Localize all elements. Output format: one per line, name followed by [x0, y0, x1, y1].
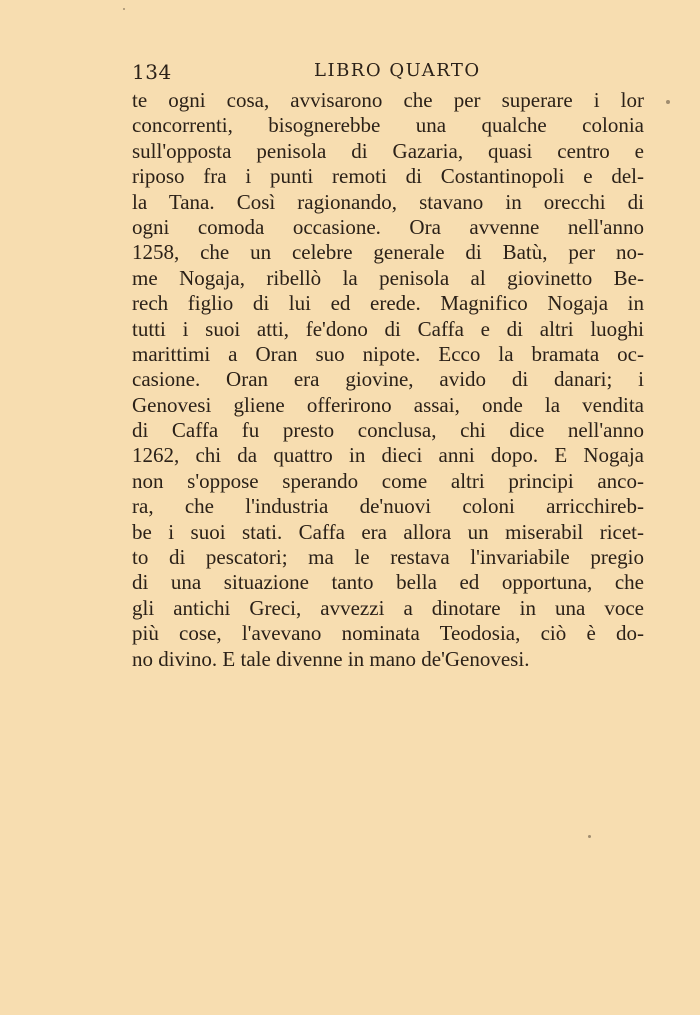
- print-speck: [588, 835, 591, 838]
- text-line: di una situazione tanto bella ed opportuna, che: [132, 570, 644, 595]
- text-line: te ogni cosa, avvisarono che per superare i lor: [132, 88, 644, 112]
- text-line: di Caffa fu presto conclusa, chi dice nell'anno: [132, 418, 644, 443]
- text-line-last: no divino. E tale divenne in mano de'Genovesi.: [132, 646, 530, 671]
- text-line: più cose, l'avevano nominata Teodosia, ciò è do-: [132, 621, 644, 646]
- text-line: ra, che l'industria de'nuovi coloni arricchireb-: [132, 494, 644, 519]
- page-header: [132, 60, 642, 90]
- body-text: [132, 88, 644, 672]
- page-number: 134: [132, 60, 172, 84]
- text-line: casione. Oran era giovine, avido di danari; i: [132, 367, 644, 392]
- text-line: be i suoi stati. Caffa era allora un miserabil ricet-: [132, 519, 644, 544]
- text-line: gli antichi Greci, avvezzi a dinotare in una voce: [132, 595, 644, 620]
- text-line: concorrenti, bisognerebbe una qualche colonia: [132, 113, 644, 138]
- text-line: 1258, che un celebre generale di Batù, per no-: [132, 240, 644, 265]
- text-line: me Nogaja, ribellò la penisola al giovinetto Be-: [132, 265, 644, 290]
- text-line: riposo fra i punti remoti di Costantinopoli e del-: [132, 164, 644, 189]
- text-line: to di pescatori; ma le restava l'invariabile pregio: [132, 545, 644, 570]
- text-line: marittimi a Oran suo nipote. Ecco la bramata oc-: [132, 341, 644, 366]
- text-line: ogni comoda occasione. Ora avvenne nell'anno: [132, 214, 644, 239]
- text-line: sull'opposta penisola di Gazaria, quasi centro e: [132, 138, 644, 163]
- text-line: 1262, chi da quattro in dieci anni dopo. E Nogaja: [132, 443, 644, 468]
- running-head: LIBRO QUARTO: [314, 60, 481, 81]
- text-line: tutti i suoi atti, fe'dono di Caffa e di altri luoghi: [132, 316, 644, 341]
- print-speck: [123, 8, 125, 10]
- text-line: Genovesi gliene offerirono assai, onde la vendita: [132, 392, 644, 417]
- text-line: non s'oppose sperando come altri principi anco-: [132, 468, 644, 493]
- print-speck: [666, 100, 670, 104]
- text-line: rech figlio di lui ed erede. Magnifico Nogaja in: [132, 291, 644, 316]
- text-line: la Tana. Così ragionando, stavano in orecchi di: [132, 189, 644, 214]
